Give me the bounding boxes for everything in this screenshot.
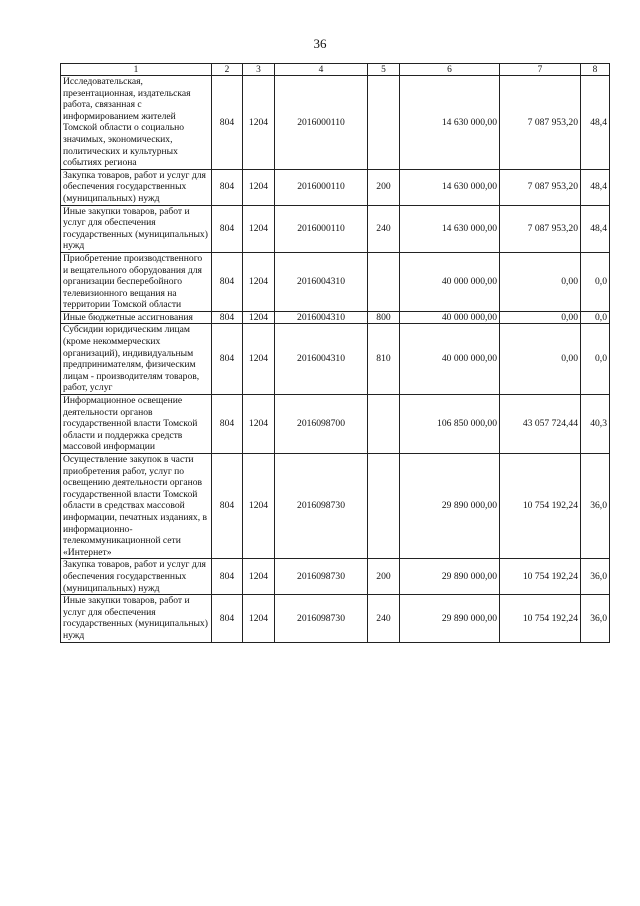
table-row	[61, 454, 610, 559]
target-code: 2016004310	[275, 252, 368, 311]
budget-table	[60, 63, 610, 643]
ved-code: 804	[212, 324, 243, 395]
execution-percent: 36,0	[581, 454, 610, 559]
execution-percent: 40,3	[581, 395, 610, 454]
table-row	[61, 76, 610, 170]
expense-type-code: 810	[368, 324, 400, 395]
target-code: 2016098730	[275, 595, 368, 642]
execution-percent: 36,0	[581, 595, 610, 642]
section-code: 1204	[243, 595, 275, 642]
column-header: 8	[581, 64, 610, 76]
expense-type-code	[368, 252, 400, 311]
expense-type-code	[368, 76, 400, 170]
expense-type-code	[368, 454, 400, 559]
target-code: 2016098730	[275, 454, 368, 559]
plan-amount: 40 000 000,00	[400, 252, 500, 311]
ved-code: 804	[212, 76, 243, 170]
column-header: 4	[275, 64, 368, 76]
execution-percent: 48,4	[581, 205, 610, 252]
ved-code: 804	[212, 252, 243, 311]
row-name: Информационное освещение деятельности органов государственной власти Томской области и поддержка средств массовой информации	[61, 395, 212, 454]
column-header: 2	[212, 64, 243, 76]
ved-code: 804	[212, 454, 243, 559]
target-code: 2016000110	[275, 205, 368, 252]
expense-type-code: 240	[368, 595, 400, 642]
section-code: 1204	[243, 169, 275, 205]
row-name: Приобретение производственного и вещательного оборудования для организации бесперебойного телевизионного вещания на территории Томской области	[61, 252, 212, 311]
expense-type-code: 200	[368, 559, 400, 595]
table-row	[61, 169, 610, 205]
column-header: 5	[368, 64, 400, 76]
ved-code: 804	[212, 169, 243, 205]
table-row	[61, 205, 610, 252]
ved-code: 804	[212, 595, 243, 642]
actual-amount: 0,00	[500, 324, 581, 395]
execution-percent: 0,0	[581, 311, 610, 324]
execution-percent: 0,0	[581, 252, 610, 311]
actual-amount: 7 087 953,20	[500, 205, 581, 252]
section-code: 1204	[243, 324, 275, 395]
execution-percent: 48,4	[581, 169, 610, 205]
plan-amount: 40 000 000,00	[400, 311, 500, 324]
ved-code: 804	[212, 205, 243, 252]
section-code: 1204	[243, 205, 275, 252]
section-code: 1204	[243, 252, 275, 311]
plan-amount: 14 630 000,00	[400, 205, 500, 252]
row-name: Исследовательская, презентационная, издательская работа, связанная с информированием жителей Томской области о социально значимых, экономических, политических и культурных событиях региона	[61, 76, 212, 170]
target-code: 2016000110	[275, 76, 368, 170]
row-name: Иные закупки товаров, работ и услуг для обеспечения государственных (муниципальных) нужд	[61, 205, 212, 252]
actual-amount: 43 057 724,44	[500, 395, 581, 454]
row-name: Осуществление закупок в части приобретения работ, услуг по освещению деятельности органов государственной власти Томской области в средствах массовой информации, печатных изданиях, в информационно-телекоммуникационной сети «Интернет»	[61, 454, 212, 559]
table-row	[61, 324, 610, 395]
expense-type-code: 200	[368, 169, 400, 205]
target-code: 2016098700	[275, 395, 368, 454]
actual-amount: 0,00	[500, 252, 581, 311]
expense-type-code: 240	[368, 205, 400, 252]
row-name: Субсидии юридическим лицам (кроме некоммерческих организаций), индивидуальным предпринимателям, физическим лицам - производителям товаров, работ, услуг	[61, 324, 212, 395]
section-code: 1204	[243, 76, 275, 170]
section-code: 1204	[243, 454, 275, 559]
plan-amount: 29 890 000,00	[400, 454, 500, 559]
plan-amount: 29 890 000,00	[400, 559, 500, 595]
header-row	[61, 64, 610, 76]
column-header: 1	[61, 64, 212, 76]
page-number: 36	[313, 36, 327, 51]
row-name: Иные бюджетные ассигнования	[61, 311, 212, 324]
plan-amount: 40 000 000,00	[400, 324, 500, 395]
plan-amount: 29 890 000,00	[400, 595, 500, 642]
expense-type-code	[368, 395, 400, 454]
ved-code: 804	[212, 311, 243, 324]
actual-amount: 0,00	[500, 311, 581, 324]
table-row	[61, 559, 610, 595]
table-row	[61, 395, 610, 454]
section-code: 1204	[243, 395, 275, 454]
row-name: Закупка товаров, работ и услуг для обеспечения государственных (муниципальных) нужд	[61, 559, 212, 595]
target-code: 2016000110	[275, 169, 368, 205]
table-row	[61, 252, 610, 311]
row-name: Закупка товаров, работ и услуг для обеспечения государственных (муниципальных) нужд	[61, 169, 212, 205]
target-code: 2016004310	[275, 311, 368, 324]
plan-amount: 14 630 000,00	[400, 169, 500, 205]
actual-amount: 10 754 192,24	[500, 595, 581, 642]
section-code: 1204	[243, 311, 275, 324]
column-header: 6	[400, 64, 500, 76]
actual-amount: 7 087 953,20	[500, 76, 581, 170]
column-header: 7	[500, 64, 581, 76]
ved-code: 804	[212, 395, 243, 454]
actual-amount: 7 087 953,20	[500, 169, 581, 205]
expense-type-code: 800	[368, 311, 400, 324]
actual-amount: 10 754 192,24	[500, 559, 581, 595]
target-code: 2016004310	[275, 324, 368, 395]
table-row	[61, 311, 610, 324]
ved-code: 804	[212, 559, 243, 595]
execution-percent: 36,0	[581, 559, 610, 595]
target-code: 2016098730	[275, 559, 368, 595]
actual-amount: 10 754 192,24	[500, 454, 581, 559]
execution-percent: 0,0	[581, 324, 610, 395]
execution-percent: 48,4	[581, 76, 610, 170]
plan-amount: 106 850 000,00	[400, 395, 500, 454]
section-code: 1204	[243, 559, 275, 595]
column-header: 3	[243, 64, 275, 76]
row-name: Иные закупки товаров, работ и услуг для обеспечения государственных (муниципальных) нужд	[61, 595, 212, 642]
table-row	[61, 595, 610, 642]
plan-amount: 14 630 000,00	[400, 76, 500, 170]
